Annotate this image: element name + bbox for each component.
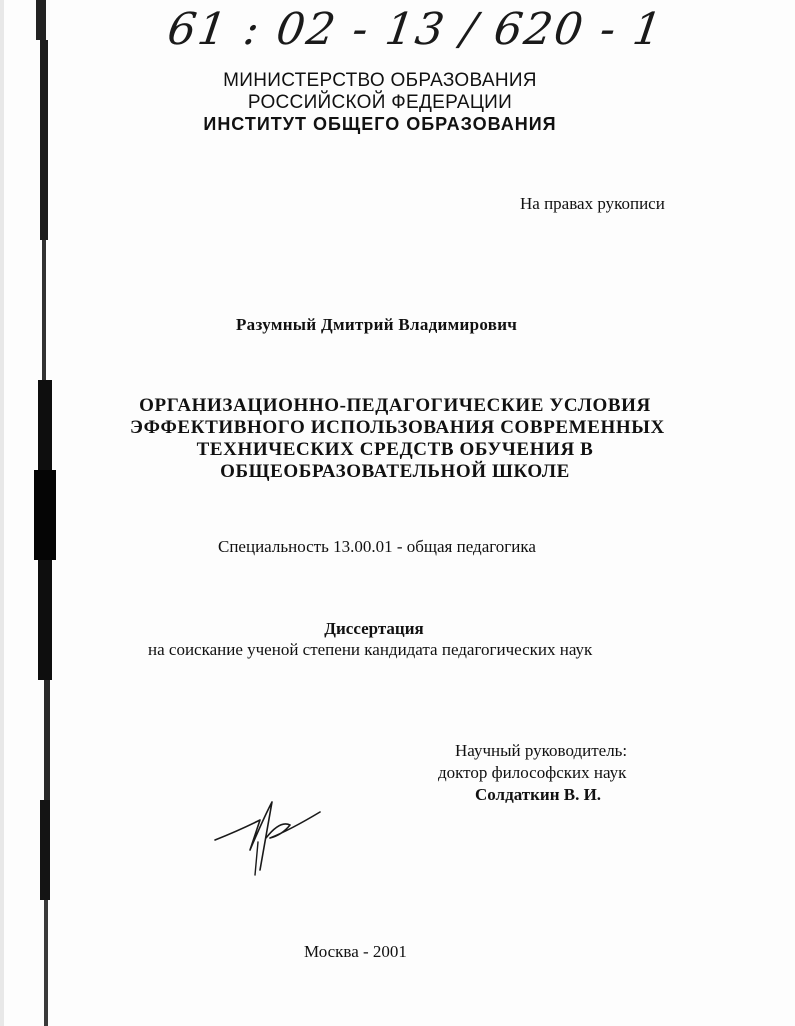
archive-code-handwritten: 61 : 02 - 13 / 620 - 1 — [164, 4, 667, 55]
dissertation-label: Диссертация — [324, 619, 424, 638]
title-line: ОРГАНИЗАЦИОННО-ПЕДАГОГИЧЕСКИЕ УСЛОВИЯ — [139, 395, 651, 416]
supervisor-name: Солдаткин В. И. — [475, 785, 602, 804]
author-name: Разумный Дмитрий Владимирович — [236, 315, 518, 334]
federation-name: РОССИЙСКОЙ ФЕДЕРАЦИИ — [247, 92, 513, 113]
scan-edge — [0, 0, 60, 1026]
supervisor-degree: доктор философских наук — [438, 763, 627, 782]
dissertation-degree-subtitle: на соискание ученой степени кандидата педагогических наук — [148, 640, 593, 659]
title-line: ЭФФЕКТИВНОГО ИСПОЛЬЗОВАНИЯ СОВРЕМЕННЫХ — [130, 417, 665, 438]
ministry-name: МИНИСТЕРСТВО ОБРАЗОВАНИЯ — [223, 70, 537, 91]
institute-name: ИНСТИТУТ ОБЩЕГО ОБРАЗОВАНИЯ — [203, 114, 557, 134]
city-year: Москва - 2001 — [304, 942, 407, 961]
handwritten-signature — [210, 790, 330, 880]
supervisor-label: Научный руководитель: — [455, 741, 628, 760]
specialty: Специальность 13.00.01 - общая педагогика — [218, 537, 536, 556]
title-line: ОБЩЕОБРАЗОВАТЕЛЬНОЙ ШКОЛЕ — [220, 461, 570, 482]
manuscript-rights-note: На правах рукописи — [520, 194, 665, 213]
title-line: ТЕХНИЧЕСКИХ СРЕДСТВ ОБУЧЕНИЯ В — [196, 439, 594, 460]
